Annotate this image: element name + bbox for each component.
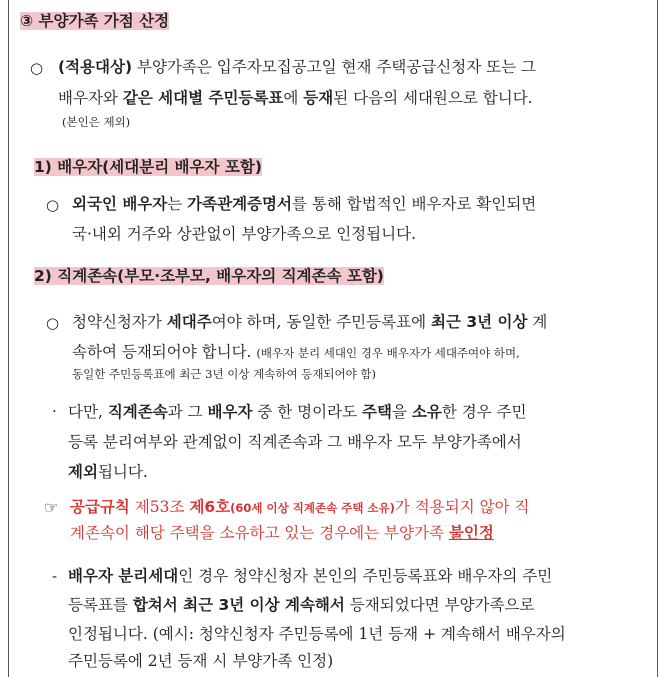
item1-note: (본인은 제외) — [62, 115, 131, 129]
item6-line4: 주민등록에 2년 등재 시 부양가족 인정) — [68, 652, 334, 670]
bullet-circle: ○ — [46, 196, 60, 214]
bullet-dot: · — [52, 402, 57, 420]
item3-line1: 청약신청자가 세대주여야 하며, 동일한 주민등록표에 최근 3년 이상 계 — [72, 313, 548, 331]
item2-line1: 외국인 배우자는 가족관계증명서를 통해 합법적인 배우자로 확인되면 — [72, 195, 537, 213]
item5-line1: 공급규칙 제53조 제6호(60세 이상 직계존속 주택 소유)가 적용되지 않아 직 — [70, 498, 530, 516]
subsection-title-ascendants: 2) 직계존속(부모·조부모, 배우자의 직계존속 포함) — [34, 267, 384, 285]
bullet-circle: ○ — [30, 59, 44, 77]
subsection-title-spouse: 1) 배우자(세대분리 배우자 포함) — [34, 158, 262, 176]
bullet-dash: - — [52, 567, 58, 585]
item5-line2: 계존속이 해당 주택을 소유하고 있는 경우에는 부양가족 불인정 — [70, 524, 494, 542]
item6-line3: 인정됩니다. (예시: 청약신청자 주민등록에 1년 등재 + 계속해서 배우자의 — [68, 625, 566, 643]
section-title: ③ 부양가족 가점 산정 — [20, 12, 170, 30]
item6-line2: 등록표를 합쳐서 최근 3년 이상 계속해서 등재되었다면 부양가족으로 — [68, 596, 535, 614]
item4-line3: 제외됩니다. — [68, 463, 148, 481]
pointing-hand-icon: ☞ — [44, 498, 59, 517]
bullet-circle: ○ — [46, 314, 60, 332]
item4-line1: 다만, 직계존속과 그 배우자 중 한 명이라도 주택을 소유한 경우 주민 — [68, 403, 527, 421]
item3-line3: 동일한 주민등록표에 최근 3년 이상 계속하여 등재되어야 함) — [72, 367, 377, 381]
item1-line2: 배우자와 같은 세대별 주민등록표에 등재된 다음의 세대원으로 합니다. — [58, 89, 533, 107]
item2-line2: 국·내외 거주와 상관없이 부양가족으로 인정됩니다. — [72, 225, 416, 243]
item6-line1: 배우자 분리세대인 경우 청약신청자 본인의 주민등록표와 배우자의 주민 — [68, 567, 553, 585]
item4-line2: 등록 분리여부와 관계없이 직계존속과 그 배우자 모두 부양가족에서 — [68, 433, 522, 451]
item1-line1: (적용대상) 부양가족은 입주자모집공고일 현재 주택공급신청자 또는 그 — [58, 58, 536, 76]
item3-line2: 속하여 등재되어야 합니다. (배우자 분리 세대인 경우 배우자가 세대주여야 하며, — [72, 343, 520, 361]
